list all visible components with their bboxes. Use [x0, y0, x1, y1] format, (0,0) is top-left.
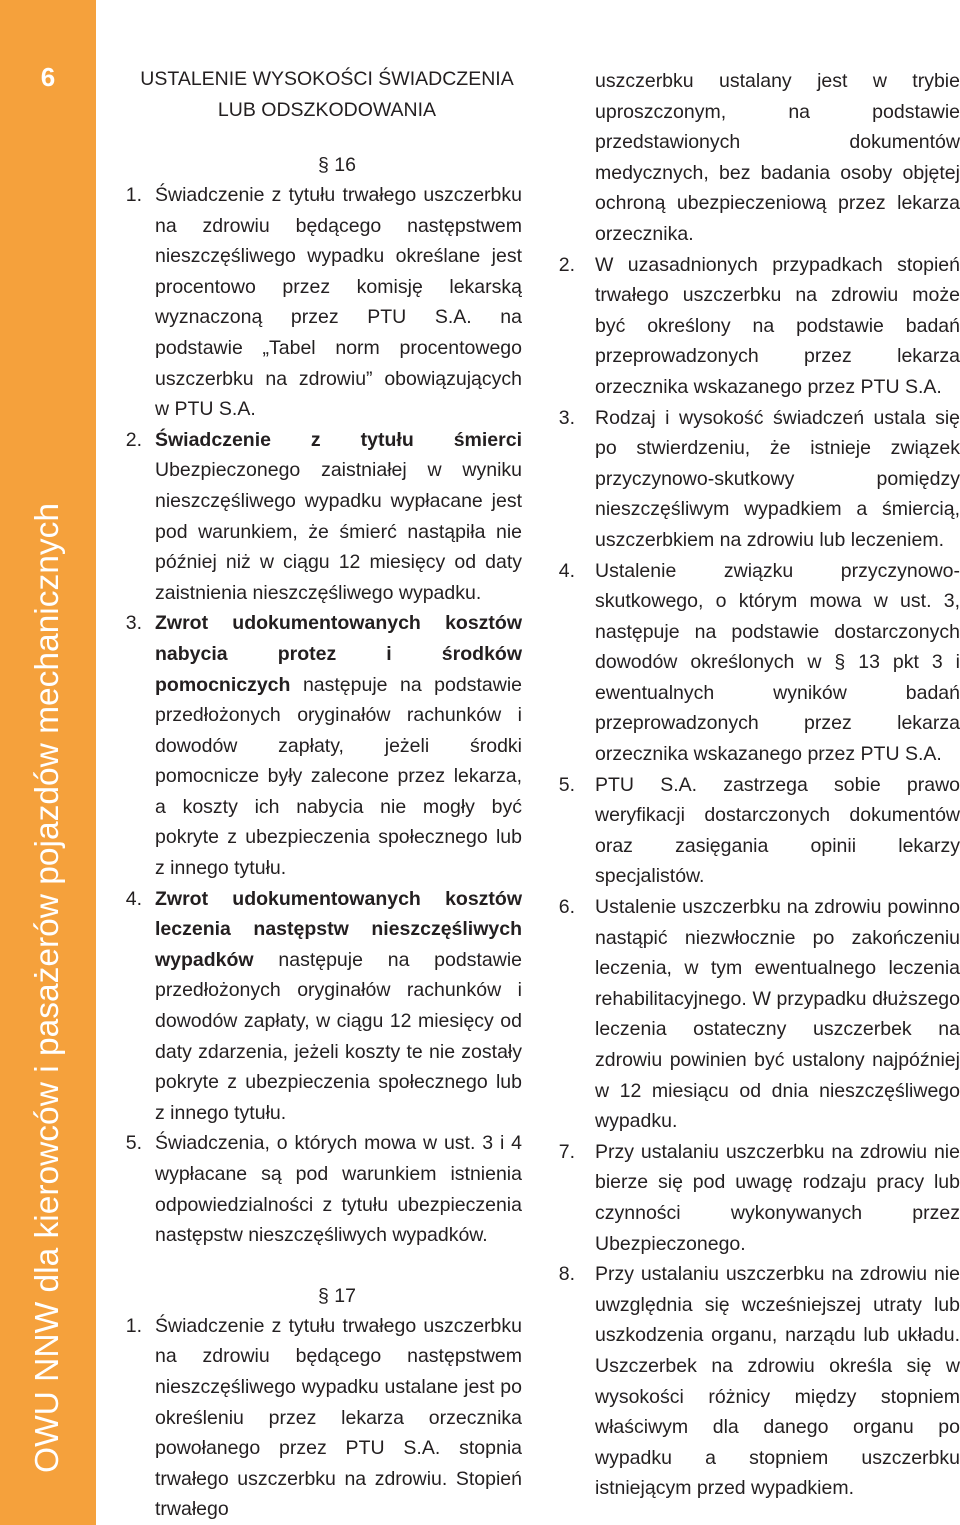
- item-text: następuje na podstawie przedłożonych oryginałów rachunków i dowodów zapłaty, jeżeli środki pomocnicze były zalecone przez lekarza, a koszty ich nabycia nie mogły być pokryte z ubezpieczenia społecznego lub z innego tytułu.: [155, 673, 522, 880]
- s16-item-2: [112, 425, 522, 609]
- item-number: 4.: [125, 887, 142, 910]
- s16-item-5: [112, 1128, 522, 1250]
- s17-item-8: [545, 1259, 960, 1504]
- s16-item-4: [112, 884, 522, 1129]
- item-number: 3.: [125, 612, 142, 635]
- item-number: 5.: [558, 773, 575, 796]
- item-text: W uzasadnionych przypadkach stopień trwałego uszczerbku na zdrowiu może być określony na podstawie badań przeprowadzonych przez lekarza orzecznika wskazanego przez PTU S.A.: [595, 253, 960, 398]
- chapter-heading: [112, 64, 522, 126]
- sidebar: [0, 0, 96, 1525]
- s17-item-5: [545, 770, 960, 892]
- item-text: Przy ustalaniu uszczerbku na zdrowiu nie bierze się pod uwagę rodzaju pracy lub czynności wykonywanych przez Ubezpieczonego.: [595, 1140, 960, 1255]
- item-number: 1.: [125, 1314, 142, 1337]
- s17-item-2: [545, 250, 960, 403]
- sidebar-title: OWU NNW dla kierowców i pasażerów pojazdów mechanicznych: [29, 503, 66, 1473]
- page-number: 6: [40, 62, 56, 92]
- item-text: Rodzaj i wysokość świadczeń ustala się po stwierdzeniu, że istnieje związek przyczynowo-skutkowy pomiędzy nieszczęśliwym wypadkiem a śmiercią, uszczerbkiem na zdrowiu lub leczeniem.: [595, 406, 960, 551]
- item-text: Przy ustalaniu uszczerbku na zdrowiu nie uwzględnia się wcześniejszej utraty lub uszkodzenia organu, narządu lub układu. Uszczerbek na zdrowiu określa się w wysokości różnicy między stopniem właściwym dla danego organu po wypadku a stopniem uszczerbku istniejącym przed wypadkiem.: [595, 1263, 960, 1500]
- item-number: 2.: [558, 253, 575, 276]
- item-text: Świadczenie z tytułu trwałego uszczerbku na zdrowiu będącego następstwem nieszczęśliwego wypadku określane jest procentowo przez komisję lekarską wyznaczoną przez PTU S.A. na podstawie „Tabel norm procentowego uszczerbku na zdrowiu” obowiązujących w PTU S.A.: [155, 184, 522, 421]
- s17-item-6: [545, 892, 960, 1137]
- heading-line-2: LUB ODSZKODOWANIA: [217, 99, 437, 121]
- section-16-heading: § 16: [318, 154, 356, 176]
- s17-item-1-continuation: uszczerbku ustalany jest w trybie uproszczonym, na podstawie przedstawionych dokumentów medycznych, bez badania osoby objętej ochroną ubezpieczeniową przez lekarza orzecznika.: [595, 70, 960, 245]
- item-number: 1.: [125, 184, 142, 206]
- s17-item-4: [545, 556, 960, 770]
- s16-item-3: [112, 608, 522, 883]
- s17-item-1: [112, 1311, 522, 1525]
- s16-item-1: [112, 180, 522, 425]
- item-text: Świadczenie z tytułu trwałego uszczerbku na zdrowiu będącego następstwem nieszczęśliwego wypadku ustalane jest po określeniu przez lekarza orzecznika powołanego przez PTU S.A. stopnia trwałego uszczerbku na zdrowiu. Stopień trwałego: [155, 1314, 522, 1521]
- item-number: 7.: [558, 1140, 575, 1163]
- item-number: 2.: [125, 428, 142, 451]
- item-text: Świadczenia, o których mowa w ust. 3 i 4 wypłacane są pod warunkiem istnienia odpowiedzialności z tytułu ubezpieczenia następstw nieszczęśliwych wypadków.: [155, 1132, 522, 1247]
- item-number: 5.: [125, 1132, 142, 1155]
- item-number: 4.: [558, 559, 575, 582]
- s17-item-7: [545, 1137, 960, 1259]
- item-number: 8.: [558, 1263, 575, 1286]
- item-bold-lead: Zwrot udokumentowanych kosztów leczenia następstw nieszczęśliwych wypadków: [155, 887, 522, 971]
- item-text: Ustalenie uszczerbku na zdrowiu powinno nastąpić niezwłocznie po zakończeniu leczenia, w tym ewentualnego leczenia rehabilitacyjnego. W przypadku dłuższego leczenia ostateczny uszczerbek na zdrowiu powinien być ustalony najpóźniej w 12 miesiącu od dnia nieszczęśliwego wypadku.: [595, 896, 960, 1133]
- item-number: 6.: [558, 896, 575, 919]
- s17-item-3: [545, 403, 960, 556]
- heading-line-1: USTALENIE WYSOKOŚCI ŚWIADCZENIA: [140, 68, 514, 90]
- item-text: PTU S.A. zastrzega sobie prawo weryfikacji dostarczonych dokumentów oraz zasięgania opinii lekarzy specjalistów.: [595, 773, 960, 888]
- item-text: Ubezpieczonego zaistniałej w wyniku nieszczęśliwego wypadku wypłacane jest pod warunkiem, że śmierć nastąpiła nie później niż w ciągu 12 miesięcy od daty zaistnienia nieszczęśliwego wypadku.: [155, 459, 522, 604]
- right-column: [545, 66, 960, 1504]
- item-number: 3.: [558, 406, 575, 429]
- item-text: Ustalenie związku przyczynowo-skutkowego, o którym mowa w ust. 3, następuje na podstawie dostarczonych dowodów określonych w § 13 pkt 3 i ewentualnych wyników badań przeprowadzonych przez lekarza orzecznika wskazanego przez PTU S.A.: [595, 559, 960, 766]
- item-bold-lead: Zwrot udokumentowanych kosztów nabycia protez i środków pomocniczych: [155, 612, 522, 696]
- left-column: [112, 64, 522, 1525]
- item-bold-lead: Świadczenie z tytułu śmierci: [155, 428, 522, 451]
- item-text: następuje na podstawie przedłożonych oryginałów rachunków i dowodów zapłaty, w ciągu 12 miesięcy od daty zdarzenia, jeżeli koszty te nie zostały pokryte z ubezpieczenia społecznego lub z innego tytułu.: [155, 948, 522, 1124]
- section-17-heading: § 17: [318, 1284, 356, 1307]
